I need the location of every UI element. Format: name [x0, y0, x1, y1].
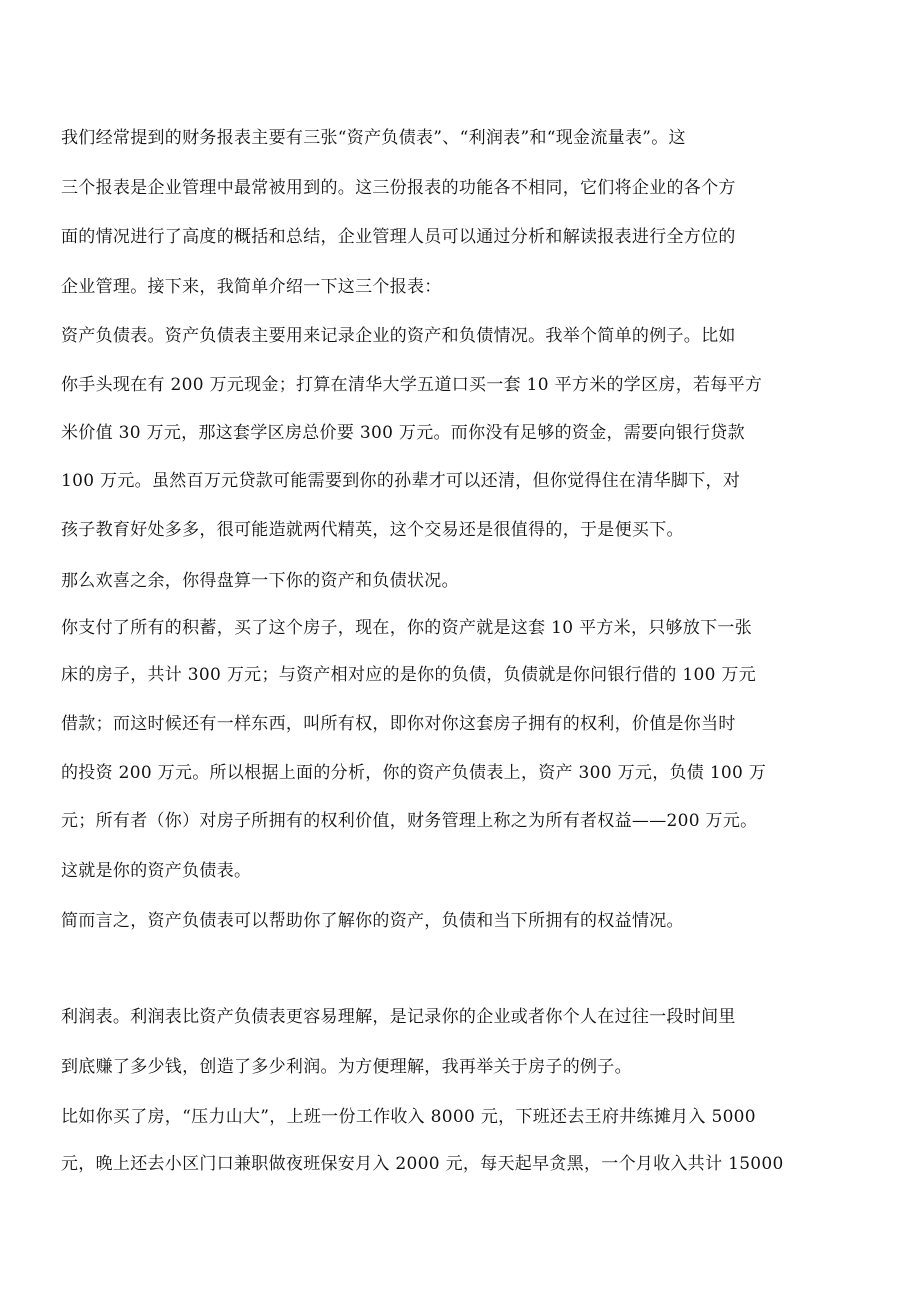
- text-line: 简而言之，资产负债表可以帮助你了解你的资产，负债和当下所拥有的权益情况。: [61, 911, 684, 931]
- text-line: 借款；而这时候还有一样东西，叫所有权，即你对你这套房子拥有的权利，价值是你当时: [61, 714, 736, 734]
- text-line: 这就是你的资产负债表。: [61, 861, 252, 881]
- text-line: 元；所有者（你）对房子所拥有的权利价值，财务管理上称之为所有者权益——200 万元。: [61, 811, 758, 831]
- text-line: 元，晚上还去小区门口兼职做夜班保安月入 2000 元，每天起早贪黑，一个月收入共计 15000: [61, 1154, 784, 1174]
- text-line: 孩子教育好处多多，很可能造就两代精英，这个交易还是很值得的，于是便买下。: [61, 520, 684, 540]
- text-line: 100 万元。虽然百万元贷款可能需要到你的孙辈才可以还清，但你觉得住在清华脚下，对: [61, 471, 741, 491]
- text-line: 我们经常提到的财务报表主要有三张“资产负债表”、“利润表”和“现金流量表”。这: [61, 128, 686, 148]
- text-line: 利润表。利润表比资产负债表更容易理解，是记录你的企业或者你个人在过往一段时间里: [61, 1007, 736, 1027]
- text-line: 比如你买了房，“压力山大”，上班一份工作收入 8000 元，下班还去王府井练摊月入 5000: [61, 1107, 756, 1127]
- text-line: 米价值 30 万元，那这套学区房总价要 300 万元。而你没有足够的资金，需要向银行贷款: [61, 423, 745, 443]
- text-line: 到底赚了多少钱，创造了多少利润。为方便理解，我再举关于房子的例子。: [61, 1057, 632, 1077]
- text-line: 三个报表是企业管理中最常被用到的。这三份报表的功能各不相同，它们将企业的各个方: [61, 178, 736, 198]
- text-line: 那么欢喜之余，你得盘算一下你的资产和负债状况。: [61, 571, 459, 591]
- text-line: 你支付了所有的积蓄，买了这个房子，现在，你的资产就是这套 10 平方米，只够放下一张: [61, 618, 753, 638]
- text-line: 你手头现在有 200 万元现金；打算在清华大学五道口买一套 10 平方米的学区房，若每平方: [61, 375, 763, 395]
- text-line: 面的情况进行了高度的概括和总结，企业管理人员可以通过分析和解读报表进行全方位的: [61, 227, 736, 247]
- text-line: 企业管理。接下来，我简单介绍一下这三个报表：: [61, 277, 442, 297]
- text-line: 的投资 200 万元。所以根据上面的分析，你的资产负债表上，资产 300 万元，负债 100 万: [61, 763, 767, 783]
- text-line: 资产负债表。资产负债表主要用来记录企业的资产和负债情况。我举个简单的例子。比如: [61, 326, 736, 346]
- text-line: 床的房子，共计 300 万元；与资产相对应的是你的负债，负债就是你问银行借的 100 万元: [61, 665, 757, 685]
